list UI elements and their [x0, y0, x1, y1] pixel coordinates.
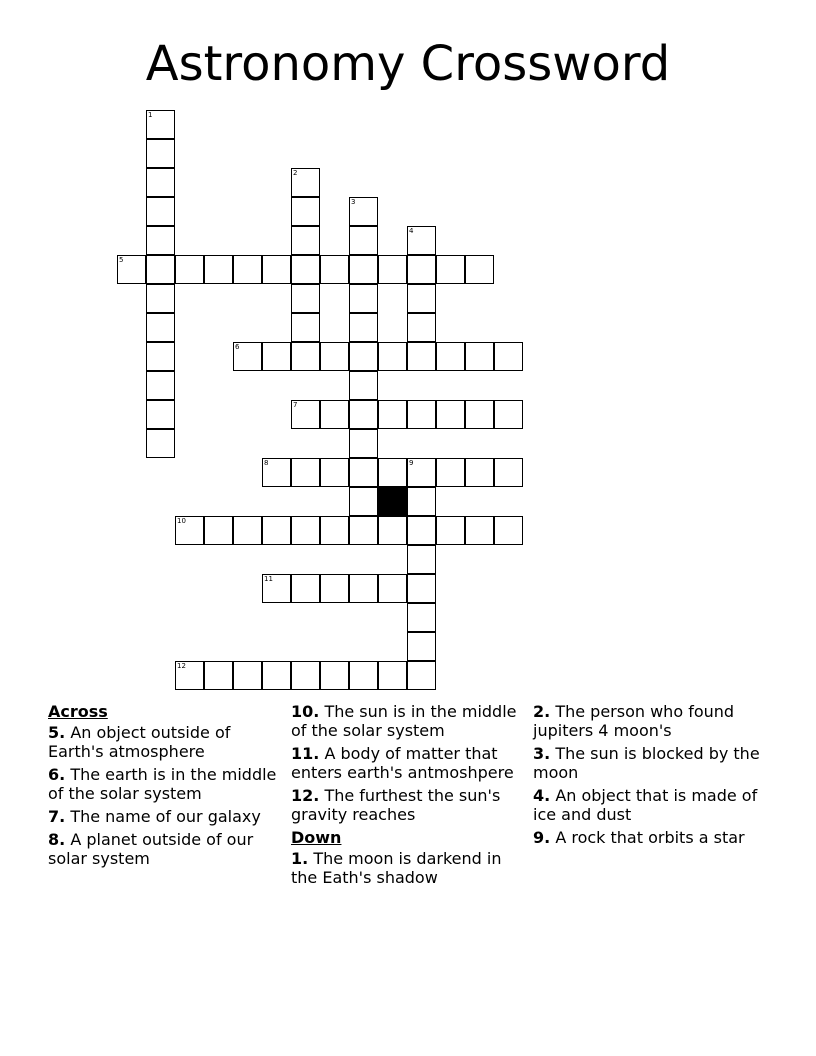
across-clue — [48, 723, 280, 761]
grid-cell[interactable] — [349, 226, 378, 255]
clue-number: 12. — [291, 786, 320, 805]
grid-cell[interactable] — [320, 661, 349, 690]
clue-text: A body of matter that enters earth's antmoshpere — [291, 744, 514, 782]
across-clue — [291, 702, 523, 740]
grid-cell[interactable] — [320, 574, 349, 603]
clue-text: A planet outside of our solar system — [48, 830, 254, 868]
grid-cell[interactable] — [320, 516, 349, 545]
clue-text: The moon is darkend in the Eath's shadow — [291, 849, 502, 887]
grid-cell[interactable] — [175, 661, 204, 690]
grid-cell[interactable] — [436, 342, 465, 371]
grid-cell[interactable] — [407, 632, 436, 661]
grid-cell[interactable] — [465, 255, 494, 284]
grid-cell[interactable] — [291, 226, 320, 255]
cell-number: 12 — [177, 662, 186, 670]
grid-cell[interactable] — [349, 197, 378, 226]
grid-cell[interactable] — [407, 574, 436, 603]
grid-cell[interactable] — [407, 284, 436, 313]
clue-text: A rock that orbits a star — [555, 828, 745, 847]
grid-cell[interactable] — [146, 429, 175, 458]
grid-cell[interactable] — [262, 574, 291, 603]
clue-number: 7. — [48, 807, 66, 826]
across-clue — [291, 744, 523, 782]
grid-cell[interactable] — [175, 516, 204, 545]
grid-cell[interactable] — [349, 284, 378, 313]
grid-cell[interactable] — [233, 342, 262, 371]
cell-number: 11 — [264, 575, 273, 583]
across-clue — [48, 830, 280, 868]
clue-column-1 — [48, 702, 280, 872]
clue-number: 4. — [533, 786, 551, 805]
grid-cell[interactable] — [407, 458, 436, 487]
grid-cell[interactable] — [146, 255, 175, 284]
clue-number: 11. — [291, 744, 320, 763]
grid-cell[interactable] — [407, 400, 436, 429]
grid-cell[interactable] — [146, 168, 175, 197]
grid-cell[interactable] — [349, 487, 378, 516]
grid-cell[interactable] — [349, 313, 378, 342]
across-clue — [48, 807, 280, 826]
grid-cell[interactable] — [436, 255, 465, 284]
grid-cell[interactable] — [407, 226, 436, 255]
clue-number: 6. — [48, 765, 66, 784]
clue-text: The furthest the sun's gravity reaches — [291, 786, 501, 824]
grid-cell[interactable] — [233, 255, 262, 284]
grid-cell[interactable] — [349, 661, 378, 690]
down-clue — [533, 702, 765, 740]
cell-number: 5 — [119, 256, 124, 264]
grid-cell[interactable] — [320, 458, 349, 487]
grid-cell[interactable] — [494, 400, 523, 429]
cell-number: 3 — [351, 198, 356, 206]
down-heading: Down — [291, 828, 342, 847]
across-heading: Across — [48, 702, 108, 721]
grid-cell[interactable] — [407, 313, 436, 342]
down-clue — [291, 849, 523, 887]
grid-cell[interactable] — [204, 516, 233, 545]
clue-column-3 — [533, 702, 765, 851]
clue-column-2 — [291, 702, 523, 891]
grid-cell[interactable] — [494, 458, 523, 487]
grid-cell[interactable] — [233, 516, 262, 545]
grid-cell[interactable] — [465, 458, 494, 487]
grid-cell[interactable] — [378, 400, 407, 429]
grid-cell[interactable] — [349, 458, 378, 487]
clue-number: 8. — [48, 830, 66, 849]
grid-cell[interactable] — [291, 342, 320, 371]
grid-cell[interactable] — [175, 255, 204, 284]
grid-cell[interactable] — [349, 255, 378, 284]
cell-number: 4 — [409, 227, 414, 235]
clue-number: 1. — [291, 849, 309, 868]
across-clue — [48, 765, 280, 803]
grid-cell[interactable] — [262, 458, 291, 487]
down-clue — [533, 744, 765, 782]
clue-number: 9. — [533, 828, 551, 847]
grid-cell[interactable] — [291, 168, 320, 197]
clue-number: 3. — [533, 744, 551, 763]
grid-cell[interactable] — [291, 458, 320, 487]
grid-cell[interactable] — [436, 458, 465, 487]
cell-number: 6 — [235, 343, 240, 351]
grid-cell[interactable] — [407, 487, 436, 516]
grid-cell[interactable] — [407, 545, 436, 574]
clue-text: An object that is made of ice and dust — [533, 786, 758, 824]
grid-cell[interactable] — [407, 603, 436, 632]
cell-number: 7 — [293, 401, 298, 409]
grid-cell[interactable] — [204, 255, 233, 284]
cell-number: 10 — [177, 517, 186, 525]
grid-cell[interactable] — [146, 139, 175, 168]
grid-cell[interactable] — [349, 429, 378, 458]
grid-cell[interactable] — [494, 342, 523, 371]
grid-cell[interactable] — [291, 313, 320, 342]
grid-cell[interactable] — [291, 516, 320, 545]
grid-cell[interactable] — [291, 197, 320, 226]
grid-cell[interactable] — [291, 400, 320, 429]
grid-cell[interactable] — [291, 255, 320, 284]
blocked-cell — [378, 487, 407, 516]
grid-cell[interactable] — [146, 400, 175, 429]
grid-cell[interactable] — [146, 197, 175, 226]
grid-cell[interactable] — [320, 255, 349, 284]
clue-text: The sun is blocked by the moon — [533, 744, 760, 782]
page-title: Astronomy Crossword — [145, 36, 671, 92]
grid-cell[interactable] — [378, 574, 407, 603]
clue-number: 10. — [291, 702, 320, 721]
grid-cell[interactable] — [146, 110, 175, 139]
grid-cell[interactable] — [146, 342, 175, 371]
grid-cell[interactable] — [465, 516, 494, 545]
grid-cell[interactable] — [349, 342, 378, 371]
grid-cell[interactable] — [349, 371, 378, 400]
grid-cell[interactable] — [320, 400, 349, 429]
grid-cell[interactable] — [407, 255, 436, 284]
grid-cell[interactable] — [262, 661, 291, 690]
grid-cell[interactable] — [349, 400, 378, 429]
grid-cell[interactable] — [146, 226, 175, 255]
down-clue — [533, 828, 765, 847]
cell-number: 1 — [148, 111, 153, 119]
grid-cell[interactable] — [262, 342, 291, 371]
grid-cell[interactable] — [146, 371, 175, 400]
cell-number: 9 — [409, 459, 414, 467]
grid-cell[interactable] — [407, 661, 436, 690]
clue-text: An object outside of Earth's atmosphere — [48, 723, 231, 761]
across-clue — [291, 786, 523, 824]
grid-cell[interactable] — [146, 313, 175, 342]
grid-cell[interactable] — [233, 661, 262, 690]
grid-cell[interactable] — [378, 516, 407, 545]
clue-number: 5. — [48, 723, 66, 742]
grid-cell[interactable] — [494, 516, 523, 545]
grid-cell[interactable] — [291, 284, 320, 313]
grid-cell[interactable] — [378, 255, 407, 284]
cell-number: 2 — [293, 169, 298, 177]
cell-number: 8 — [264, 459, 269, 467]
grid-cell[interactable] — [204, 661, 233, 690]
grid-cell[interactable] — [291, 574, 320, 603]
grid-cell[interactable] — [465, 400, 494, 429]
grid-cell[interactable] — [436, 516, 465, 545]
clue-text: The sun is in the middle of the solar system — [291, 702, 517, 740]
clue-text: The name of our galaxy — [70, 807, 261, 826]
grid-cell[interactable] — [291, 661, 320, 690]
clue-number: 2. — [533, 702, 551, 721]
grid-cell[interactable] — [407, 516, 436, 545]
grid-cell[interactable] — [349, 574, 378, 603]
grid-cell[interactable] — [378, 342, 407, 371]
grid-cell[interactable] — [378, 458, 407, 487]
grid-cell[interactable] — [262, 516, 291, 545]
down-clue — [533, 786, 765, 824]
grid-cell[interactable] — [436, 400, 465, 429]
grid-cell[interactable] — [262, 255, 291, 284]
grid-cell[interactable] — [320, 342, 349, 371]
grid-cell[interactable] — [349, 516, 378, 545]
grid-cell[interactable] — [407, 342, 436, 371]
grid-cell[interactable] — [465, 342, 494, 371]
grid-cell[interactable] — [146, 284, 175, 313]
grid-cell[interactable] — [117, 255, 146, 284]
grid-cell[interactable] — [378, 661, 407, 690]
clue-text: The earth is in the middle of the solar system — [48, 765, 277, 803]
clue-text: The person who found jupiters 4 moon's — [533, 702, 735, 740]
